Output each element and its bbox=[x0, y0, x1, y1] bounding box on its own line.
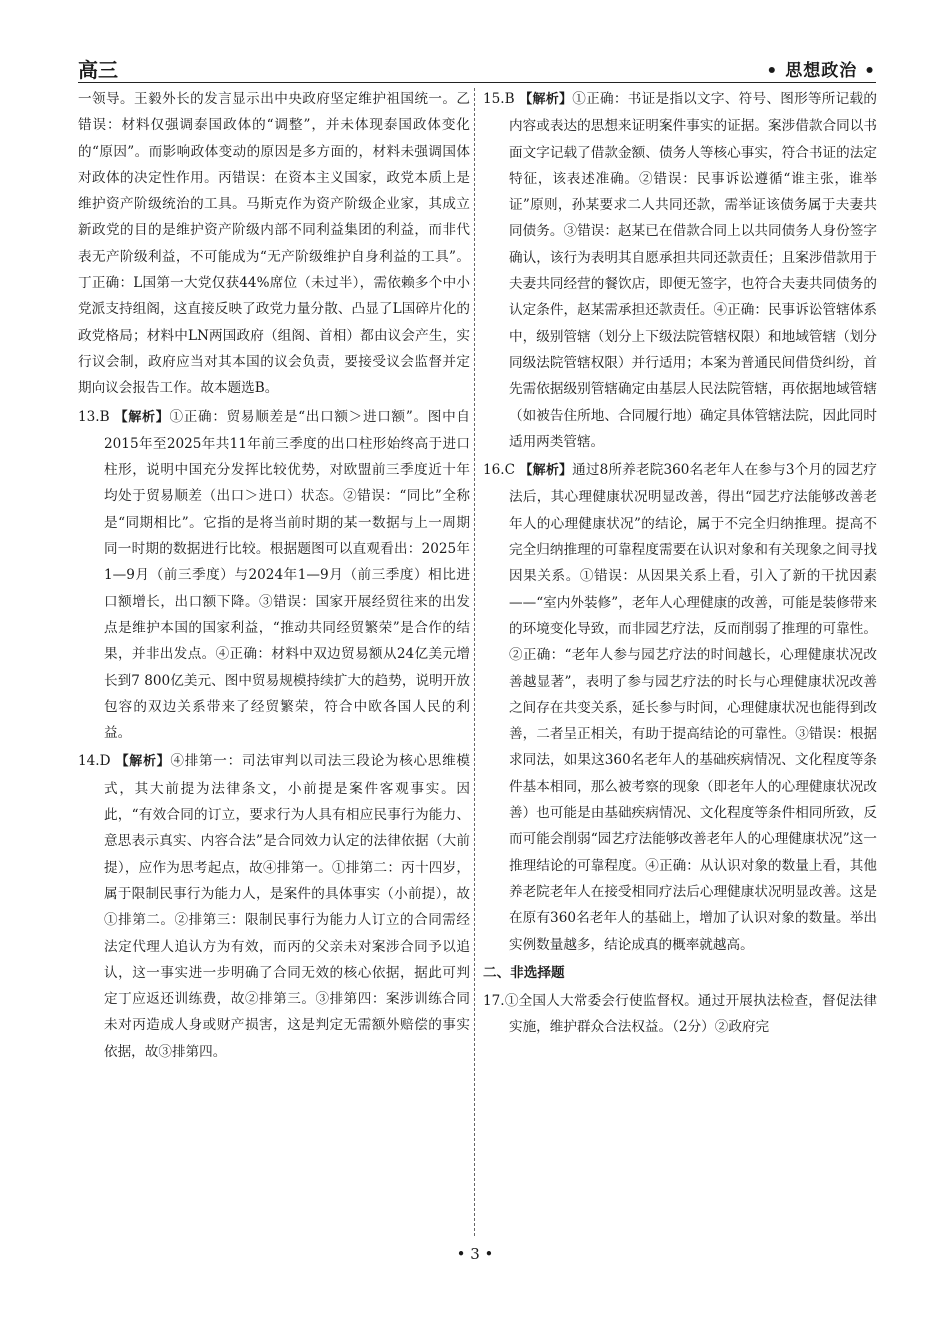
grade-label: 高三 bbox=[78, 58, 118, 82]
q15-text: ①正确：书证是指以文字、符号、图形等所记载的内容或表达的思想来证明案件事实的证据。案涉借款合同以书面文字记载了借款金额、债务人等核心事实，符合书证的法定特征，该表述准确。②错误：民事诉讼遵循“谁主张，谁举证”原则，孙某要求二人共同还款，需举证该债务属于夫妻共同债务。③错误：赵某已在借款合同上以共同债务人身份签字确认，该行为表明其自愿承担共同还款责任；且案涉借款用于夫妻共同经营的餐饮店，即便无签字，也符合夫妻共同债务的认定条件，赵某需承担还款责任。④正确：民事诉讼管辖体系中，级别管辖（划分上下级法院管辖权限）和地域管辖（划分同级法院管辖权限）并行适用；本案为普通民间借贷纠纷，首先需依据级别管辖确定由基层人民法院管辖，再依据地域管辖（如被告住所地、合同履行地）确定具体管辖法院，因此同时适用两类管辖。 bbox=[509, 91, 877, 450]
q15-analysis-tag: 【解析】 bbox=[519, 92, 573, 107]
page-header bbox=[78, 52, 876, 83]
q14-analysis-tag: 【解析】 bbox=[115, 754, 171, 770]
left-column bbox=[78, 86, 470, 1236]
q14-number: 14.D bbox=[78, 753, 111, 770]
page-number: • 3 • bbox=[456, 1245, 494, 1263]
q14-text: ④排第一：司法审判以司法三段论为核心思维模式，其大前提为法律条文，小前提是案件客观事实。因此，“有效合同的订立，要求行为人具有相应民事行为能力、意思表示真实、内容合法”是合同效力认定的法律依据（大前提），应作为思考起点，故④排第一。①排第二：丙十四岁，属于限制民事行为能力人，是案件的具体事实（小前提），故①排第二。②排第三：限制民事行为能力人订立的合同需经法定代理人追认方为有效，而丙的父亲未对案涉合同予以追认，这一事实进一步明确了合同无效的核心依据，据此可判定丁应返还训练费，故②排第三。③排第四：案涉训练合同未对丙造成人身或财产损害，这是判定无需额外赔偿的事实依据，故③排第四。 bbox=[104, 753, 470, 1060]
question-15-answer bbox=[483, 86, 877, 455]
q13-analysis-tag: 【解析】 bbox=[114, 409, 170, 425]
question-14-answer bbox=[78, 748, 470, 1065]
q17-text: ①全国人大常委会行使监督权。通过开展执法检查，督促法律实施，维护群众合法权益。（2分）②政府完 bbox=[504, 993, 877, 1036]
right-column bbox=[483, 86, 877, 1236]
section-heading: 二、非选择题 bbox=[483, 964, 565, 981]
q12-continuation: 一领导。王毅外长的发言显示出中央政府坚定维护祖国统一。乙错误：材料仅强调泰国政体的“调整”，并未体现泰国政体变化的“原因”。而影响政体变动的原因是多方面的，材料未强调国体对政体的决定性作用。丙错误：在资本主义国家，政党本质上是维护资产阶级统治的工具。马斯克作为资产阶级企业家，其成立新政党的目的是维护资产阶级内部不同利益集团的利益，而非代表无产阶级利益，不可能成为“无产阶级维护自身利益的工具”。丁正确：L国第一大党仅获44%席位（未过半），需依赖多个中小党派支持组阁，这直接反映了政党力量分散、凸显了L国碎片化的政党格局；材料中LN两国政府（组阁、首相）都由议会产生，实行议会制，政府应当对其本国的议会负责，要接受议会监督并定期向议会报告工作。故本题选B。 bbox=[78, 91, 470, 397]
q13-number: 13.B bbox=[78, 408, 110, 425]
column-divider bbox=[474, 88, 475, 1236]
q16-number: 16.C bbox=[483, 462, 516, 479]
question-13-answer bbox=[78, 404, 470, 747]
q17-number: 17. bbox=[483, 993, 505, 1010]
q15-number: 15.B bbox=[483, 91, 515, 107]
q13-text: ①正确：贸易顺差是“出口额＞进口额”。图中自2015年至2025年共11年前三季度的出口柱形始终高于进口柱形，说明中国充分发挥比较优势，对欧盟前三季度近十年均处于贸易顺差（出口＞进口）状态。②错误：“同比”全称是“同期相比”。它指的是将当前时期的某一数据与上一周期同一时期的数据进行比较。根据题图可以直观看出：2025年1—9月（前三季度）与2024年1—9月（前三季度）相比进口额增长，出口额下降。③错误：国家开展经贸往来的出发点是维护本国的国家利益，“推动共同经贸繁荣”是合作的结果，并非出发点。④正确：材料中双边贸易额从24亿美元增长到7 800亿美元、图中贸易规模持续扩大的趋势，说明开放包容的双边关系带来了经贸繁荣，符合中欧各国人民的利益。 bbox=[104, 408, 470, 742]
question-16-answer bbox=[483, 457, 877, 958]
q16-analysis-tag: 【解析】 bbox=[519, 463, 573, 479]
subject-label: • 思想政治 • bbox=[766, 61, 876, 81]
question-17-answer bbox=[483, 988, 877, 1041]
q16-text: 通过8所养老院360名老年人在参与3个月的园艺疗法后，其心理健康状况明显改善，得出“园艺疗法能够改善老年人的心理健康状况”的结论，属于不完全归纳推理。提高不完全归纳推理的可靠程度需要在认识对象和有关现象之间寻找因果关系。①错误：从因果关系上看，引入了新的干扰因素——“室内外装修”，老年人心理健康的改善，可能是装修带来的环境变化导致，而非园艺疗法，反而削弱了推理的可靠性。②正确：“老年人参与园艺疗法的时间越长，心理健康状况改善越显著”，表明了参与园艺疗法的时长与心理健康状况改善之间存在共变关系，延长参与时间，心理健康状况也能得到改善，二者呈正相关，有助于提高结论的可靠性。③错误：根据求同法，如果这360名老年人的基础疾病情况、文化程度等条件基本相同，那么被考察的现象（即老年人的心理健康状况改善）也可能是由基础疾病情况、文化程度等条件相同所致，反而可能会削弱“园艺疗法能够改善老年人的心理健康状况”这一推理结论的可靠程度。④正确：从认识对象的数量上看，其他养老院老年人在接受相同疗法后心理健康状况明显改善。这是在原有360名老年人的基础上，增加了认识对象的数量。举出实例数量越多，结论成真的概率就越高。 bbox=[509, 462, 877, 953]
